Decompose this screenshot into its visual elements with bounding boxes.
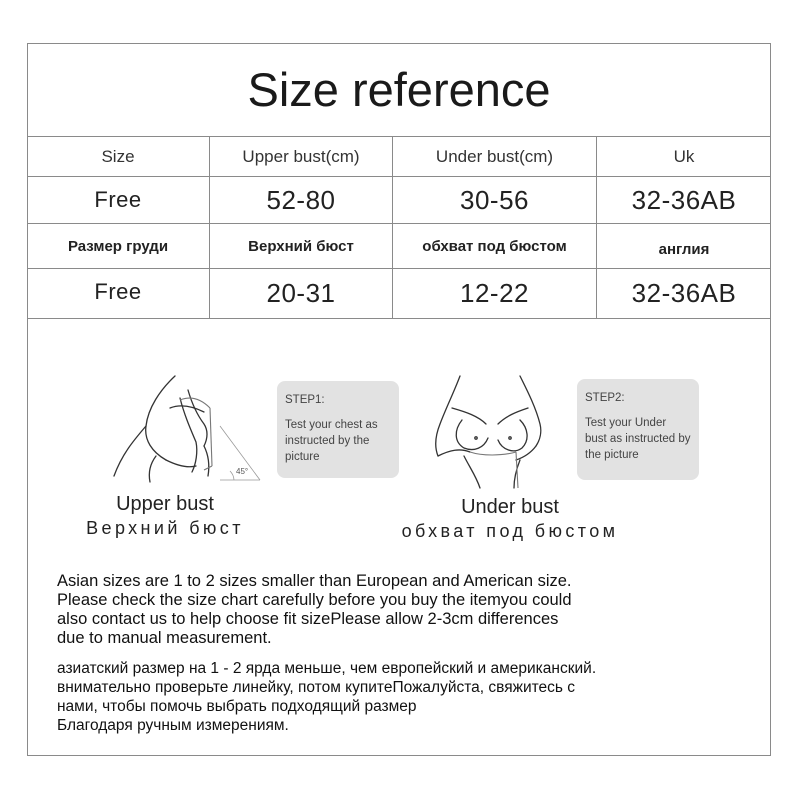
cell-under-bust: 12-22 bbox=[393, 269, 597, 318]
cell-size: Free bbox=[27, 177, 210, 223]
header-size-ru: Размер груди bbox=[27, 224, 210, 268]
upper-bust-label-ru: Верхний бюст bbox=[86, 518, 244, 538]
cell-under-bust: 30-56 bbox=[393, 177, 597, 223]
cell-upper-bust: 52-80 bbox=[210, 177, 393, 223]
page-title: Size reference bbox=[27, 43, 771, 137]
angle-label: 45° bbox=[236, 467, 249, 476]
upper-bust-caption bbox=[60, 493, 270, 539]
step1-title: STEP1: bbox=[285, 394, 325, 406]
table-header-row bbox=[27, 137, 771, 177]
table-header-row-ru bbox=[27, 224, 771, 269]
table-row bbox=[27, 269, 771, 319]
header-uk-ru: англия bbox=[658, 240, 710, 258]
step2-title: STEP2: bbox=[585, 392, 625, 404]
header-under-bust-ru: обхват под бюстом bbox=[393, 224, 597, 268]
cell-upper-bust: 20-31 bbox=[210, 269, 393, 318]
cell-uk: 32-36AB bbox=[631, 278, 737, 308]
step2-box bbox=[577, 379, 699, 480]
under-bust-label-ru: обхват под бюстом bbox=[401, 521, 619, 541]
header-upper-bust: Upper bust(cm) bbox=[210, 137, 393, 176]
step1-text: Test your chest as instructed by the picture bbox=[285, 419, 378, 463]
table-row bbox=[27, 177, 771, 224]
notes-english: Asian sizes are 1 to 2 sizes smaller than European and American size. Please check the size chart carefully before you buy the itemyou could also contact us to help choose fit sizePlease allow 2-3cm differences due to manual measurement. bbox=[57, 572, 572, 647]
header-upper-bust-ru: Верхний бюст bbox=[210, 224, 393, 268]
header-uk: Uk bbox=[673, 146, 695, 166]
under-bust-caption bbox=[360, 496, 660, 542]
upper-bust-label: Upper bust bbox=[116, 493, 214, 515]
header-size: Size bbox=[27, 137, 210, 176]
under-bust-label: Under bust bbox=[461, 496, 559, 518]
header-under-bust: Under bust(cm) bbox=[393, 137, 597, 176]
upper-bust-measure-illustration bbox=[100, 368, 265, 488]
cell-size: Free bbox=[27, 269, 210, 318]
cell-uk: 32-36AB bbox=[631, 184, 737, 215]
under-bust-measure-illustration bbox=[420, 372, 560, 492]
notes-russian: азиатский размер на 1 - 2 ярда меньше, чем европейский и американский. внимательно проверьте линейку, потом купитеПожалуйста, свяжитесь с нами, чтобы помочь выбрать подходящий размер Благодаря ручным измерениям. bbox=[57, 660, 597, 734]
step1-box bbox=[277, 381, 399, 478]
step2-text: Test your Under bust as instructed by the picture bbox=[585, 417, 691, 461]
